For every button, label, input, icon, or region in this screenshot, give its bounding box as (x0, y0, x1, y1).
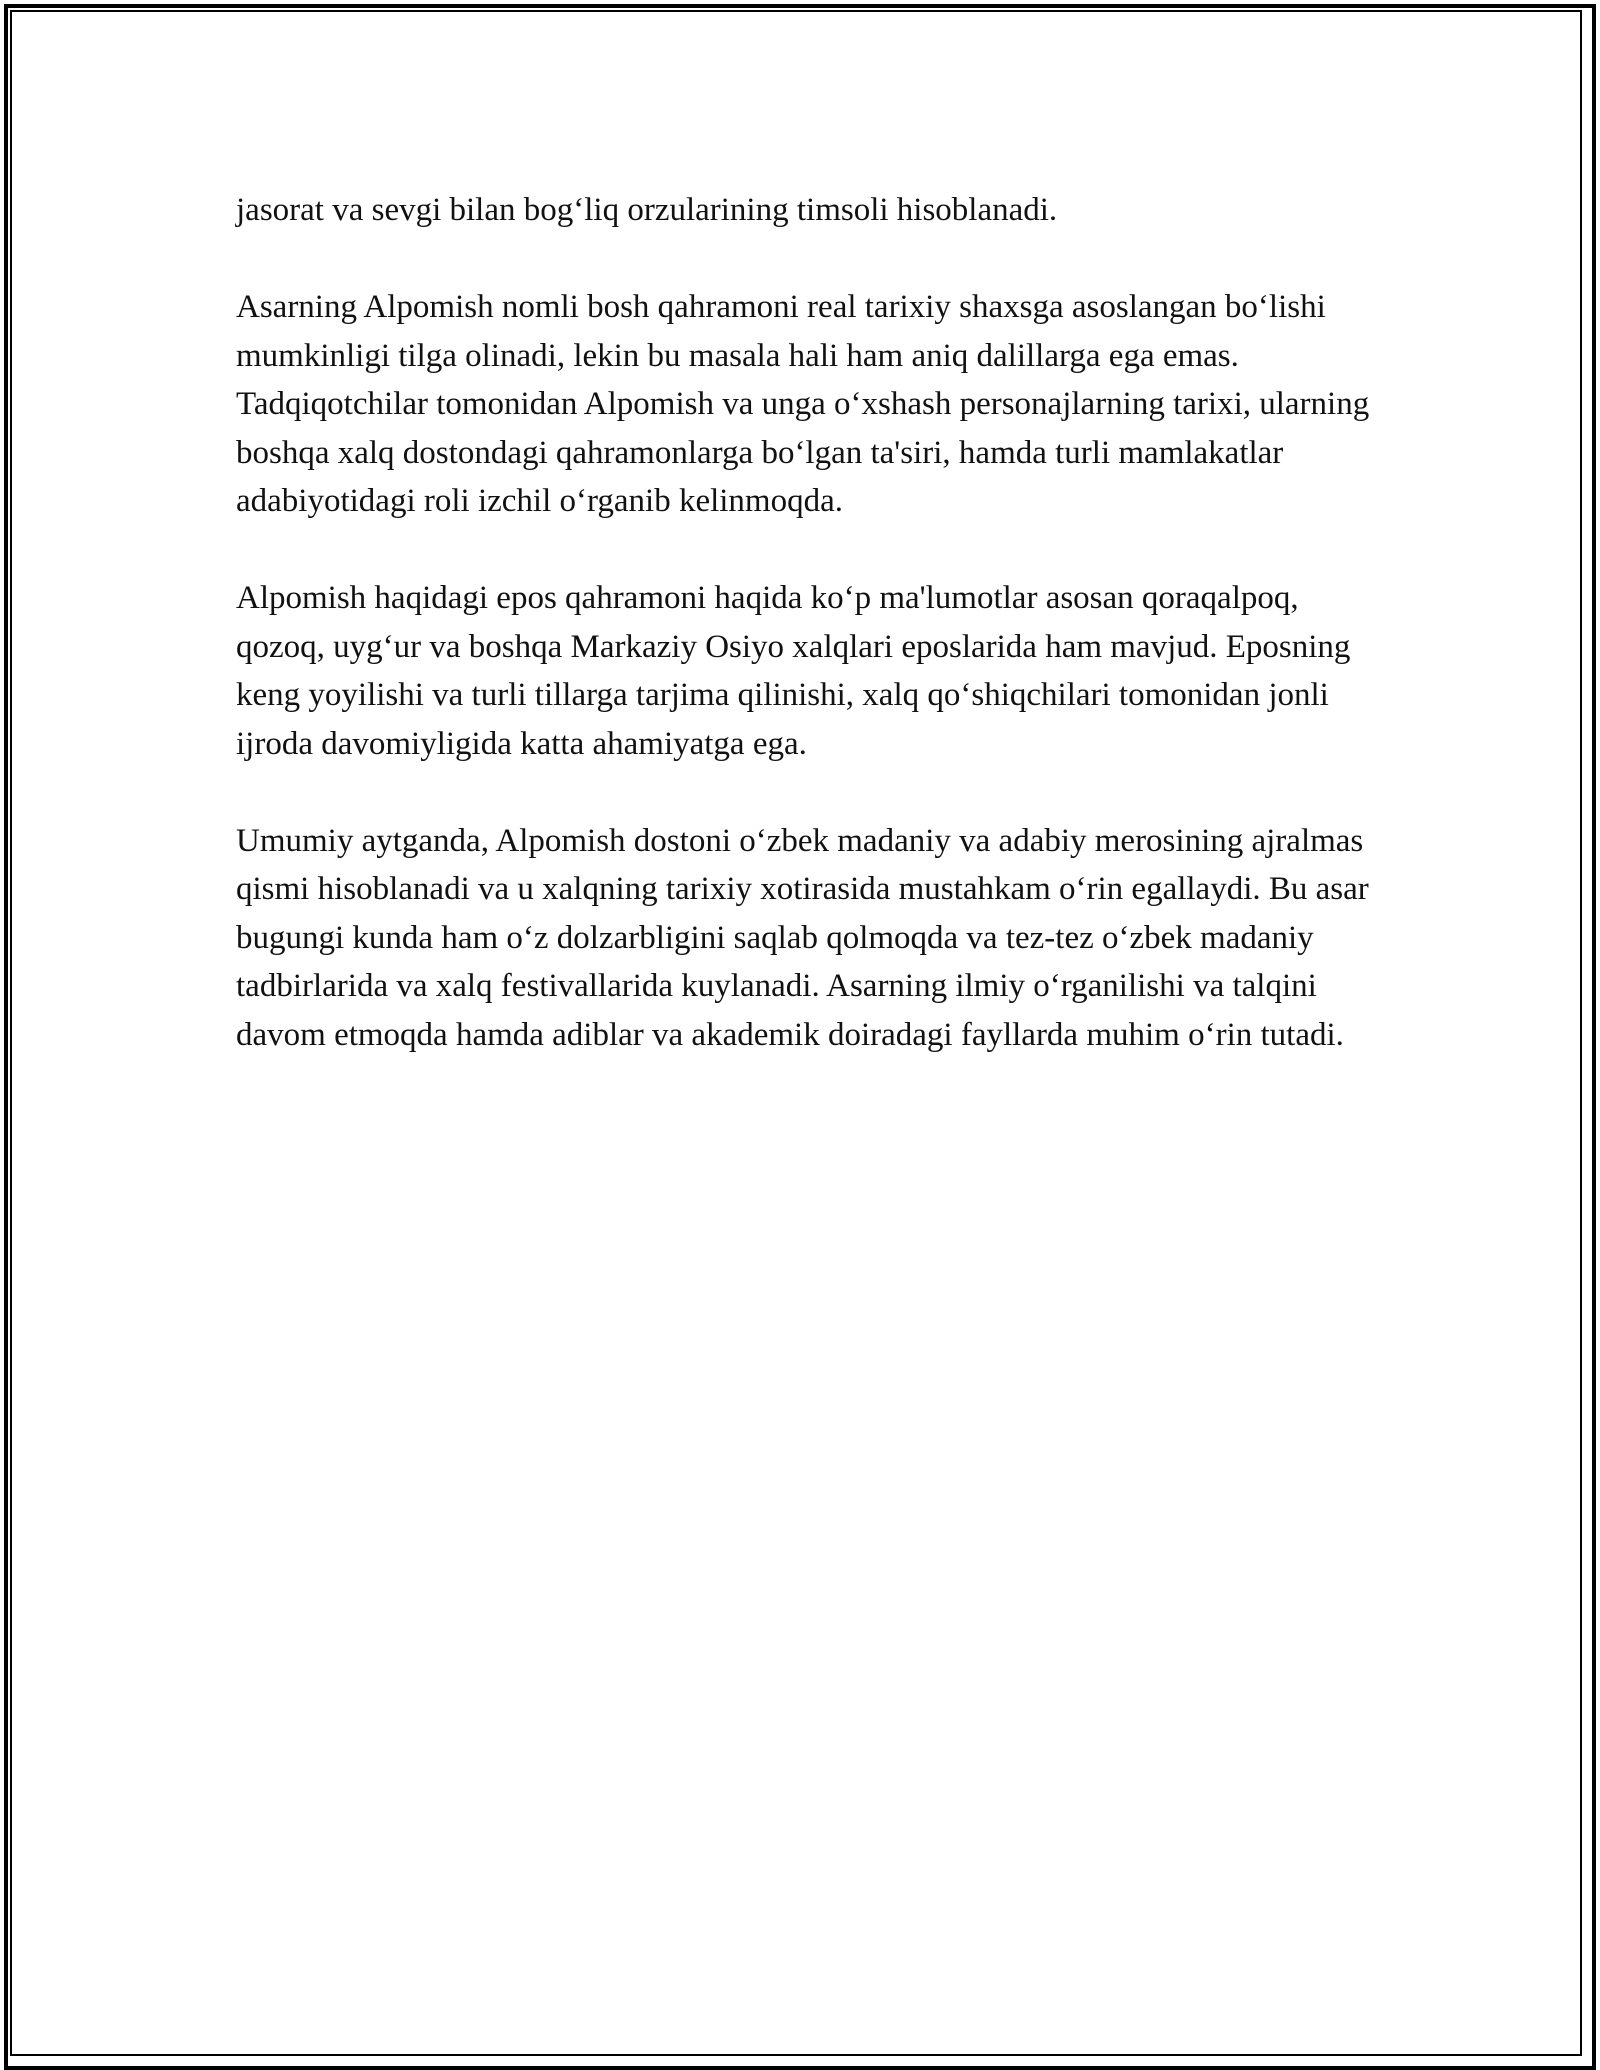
paragraph-2: Asarning Alpomish nomli bosh qahramoni real tarixiy shaxsga asoslangan bo‘lishi mumkinligi tilga olinadi, lekin bu masala hali ham aniq dalillarga ega emas. Tadqiqotchilar tomonidan Alpomish va unga o‘xshash personajlarning tarixi, ularning boshqa xalq dostondagi qahramonlarga bo‘lgan ta'siri, hamda turli mamlakatlar adabiyotidagi roli izchil o‘rganib kelinmoqda. (236, 289, 1370, 519)
document-body (236, 186, 1386, 1108)
paragraph-3: Alpomish haqidagi epos qahramoni haqida ko‘p ma'lumotlar asosan qoraqalpoq, qozoq, uyg‘ur va boshqa Markaziy Osiyo xalqlari eposlarida ham mavjud. Eposning keng yoyilishi va turli tillarga tarjima qilinishi, xalq qo‘shiqchilari tomonidan jonli ijroda davomiyligida katta ahamiyatga ega. (236, 580, 1351, 762)
paragraph-4: Umumiy aytganda, Alpomish dostoni o‘zbek madaniy va adabiy merosining ajralmas qismi hisoblanadi va u xalqning tarixiy xotirasida mustahkam o‘rin egallaydi. Bu asar bugungi kunda ham o‘z dolzarbligini saqlab qolmoqda va tez-tez o‘zbek madaniy tadbirlarida va xalq festivallarida kuylanadi. Asarning ilmiy o‘rganilishi va talqini davom etmoqda hamda adiblar va akademik doiradagi fayllarda muhim o‘rin tutadi. (236, 822, 1369, 1053)
paragraph-1: jasorat va sevgi bilan bog‘liq orzularining timsoli hisoblanadi. (236, 192, 1058, 228)
